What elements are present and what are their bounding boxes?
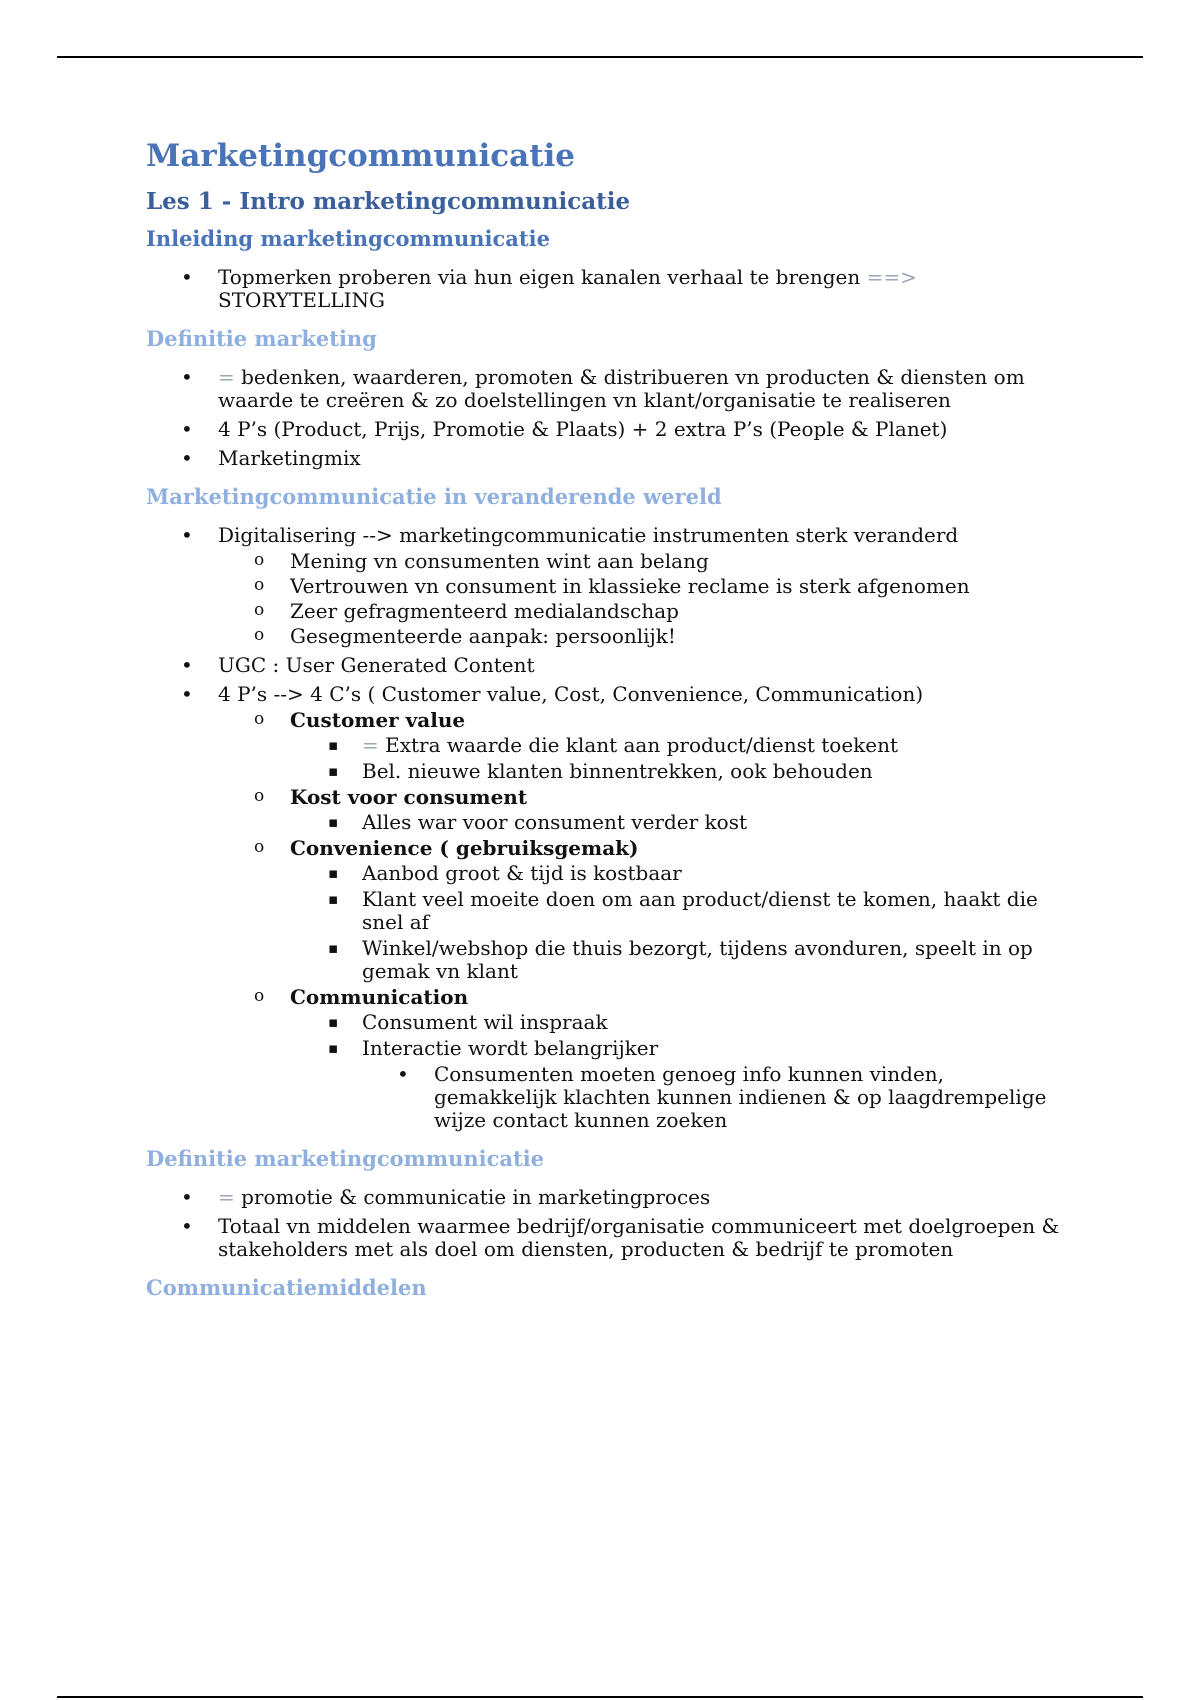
footer-rule (57, 1696, 1143, 1698)
list-item: ▪ Bel. nieuwe klanten binnentrekken, ook behouden (290, 760, 1066, 783)
list-item (218, 837, 1066, 983)
document-body (146, 136, 1066, 1315)
list-item: • 4 P’s (Product, Prijs, Promotie & Plaats) + 2 extra P’s (People & Planet) (146, 418, 1066, 441)
bullet-list (146, 366, 1066, 470)
document-title: Marketingcommunicatie (146, 138, 576, 174)
list-item: • = bedenken, waarderen, promoten & distribueren vn producten & diensten om waarde te creëren & zo doelstellingen vn klant/organisatie te realiseren (146, 366, 1066, 412)
arrow-symbol: ==> (866, 265, 917, 289)
list-item: • Consumenten moeten genoeg info kunnen vinden, gemakkelijk klachten kunnen indienen & op laagdrempelige wijze contact kunnen zoeken (362, 1063, 1066, 1132)
section-heading-definitie-marketingcommunicatie: Definitie marketingcommunicatie (146, 1146, 545, 1171)
list-item: • UGC : User Generated Content (146, 654, 1066, 677)
sub-list (290, 862, 1066, 983)
c-label: Kost voor consument (290, 785, 528, 809)
list-item (218, 786, 1066, 834)
list-item: • Marketingmix (146, 447, 1066, 470)
list-item: o Mening vn consumenten wint aan belang (218, 550, 1066, 573)
bullet-list (146, 524, 1066, 1132)
list-item: ▪ Interactie wordt belangrijker • Consumenten moeten genoeg info kunnen vinden, gemakkelijk klachten kunnen indienen & op laagdrempelige wijze contact kunnen zoeken (290, 1037, 1066, 1132)
list-item: ▪ = Extra waarde die klant aan product/dienst toekent (290, 734, 1066, 757)
bullet-list (146, 266, 1066, 312)
list-item: • Totaal vn middelen waarmee bedrijf/organisatie communiceert met doelgroepen & stakeholders met als doel om diensten, producten & bedrijf te promoten (146, 1215, 1066, 1261)
list-item: ▪ Klant veel moeite doen om aan product/dienst te komen, haakt die snel af (290, 888, 1066, 934)
lesson-heading: Les 1 - Intro marketingcommunicatie (146, 188, 631, 215)
list-item: ▪ Aanbod groot & tijd is kostbaar (290, 862, 1066, 885)
list-item: • 4 P’s --> 4 C’s ( Customer value, Cost, Convenience, Communication) o Customer value ▪ = Extra waarde die klant aan product/dienst toekent ▪ Bel. nieuwe klanten binnentrekken, ook behouden o Kost voor consument ▪ Alles war voor consument verder kost o Convenience ( gebruiksgemak) ▪ Aanbod groot & tijd is kostbaar ▪ Klant veel moeite doen om aan product/dienst te komen, haakt die snel af ▪ Winkel/webshop die thuis bezorgt, tijdens avonduren, speelt in op gemak vn klant o Communication ▪ Consument wil inspraak ▪ Interactie wordt belangrijker • Consumenten moeten genoeg info kunnen vinden, gemakkelijk klachten kunnen indienen & op laagdrempelige wijze contact kunnen zoeken (146, 683, 1066, 1132)
sub-list (362, 1063, 1066, 1132)
c-label: Communication (290, 985, 469, 1009)
header-rule (57, 56, 1143, 58)
sub-list (290, 734, 1066, 783)
list-item: ▪ Alles war voor consument verder kost (290, 811, 1066, 834)
list-item (218, 986, 1066, 1132)
c-label: Customer value (290, 708, 466, 732)
list-item: ▪ Consument wil inspraak (290, 1011, 1066, 1034)
list-item: o Zeer gefragmenteerd medialandschap (218, 600, 1066, 623)
list-item: o Gesegmenteerde aanpak: persoonlijk! (218, 625, 1066, 648)
bullet-list (146, 1186, 1066, 1261)
section-heading-inleiding: Inleiding marketingcommunicatie (146, 226, 550, 251)
list-item: o Vertrouwen vn consument in klassieke reclame is sterk afgenomen (218, 575, 1066, 598)
sub-list (290, 811, 1066, 834)
list-item (218, 709, 1066, 783)
list-item: ▪ Winkel/webshop die thuis bezorgt, tijdens avonduren, speelt in op gemak vn klant (290, 937, 1066, 983)
section-heading-definitie-marketing: Definitie marketing (146, 326, 377, 351)
list-item: • Digitalisering --> marketingcommunicatie instrumenten sterk veranderd o Mening vn consumenten wint aan belang o Vertrouwen vn consument in klassieke reclame is sterk afgenomen o Zeer gefragmenteerd medialandschap o Gesegmenteerde aanpak: persoonlijk! (146, 524, 1066, 648)
sub-list (218, 550, 1066, 648)
sub-list (290, 1011, 1066, 1132)
list-item: • = promotie & communicatie in marketingproces (146, 1186, 1066, 1209)
list-item: • Topmerken proberen via hun eigen kanalen verhaal te brengen ==> STORYTELLING (146, 266, 1066, 312)
section-heading-veranderende-wereld: Marketingcommunicatie in veranderende wereld (146, 484, 722, 509)
c-label: Convenience ( gebruiksgemak) (290, 836, 639, 860)
sub-list (218, 709, 1066, 1132)
section-heading-communicatiemiddelen: Communicatiemiddelen (146, 1275, 427, 1300)
